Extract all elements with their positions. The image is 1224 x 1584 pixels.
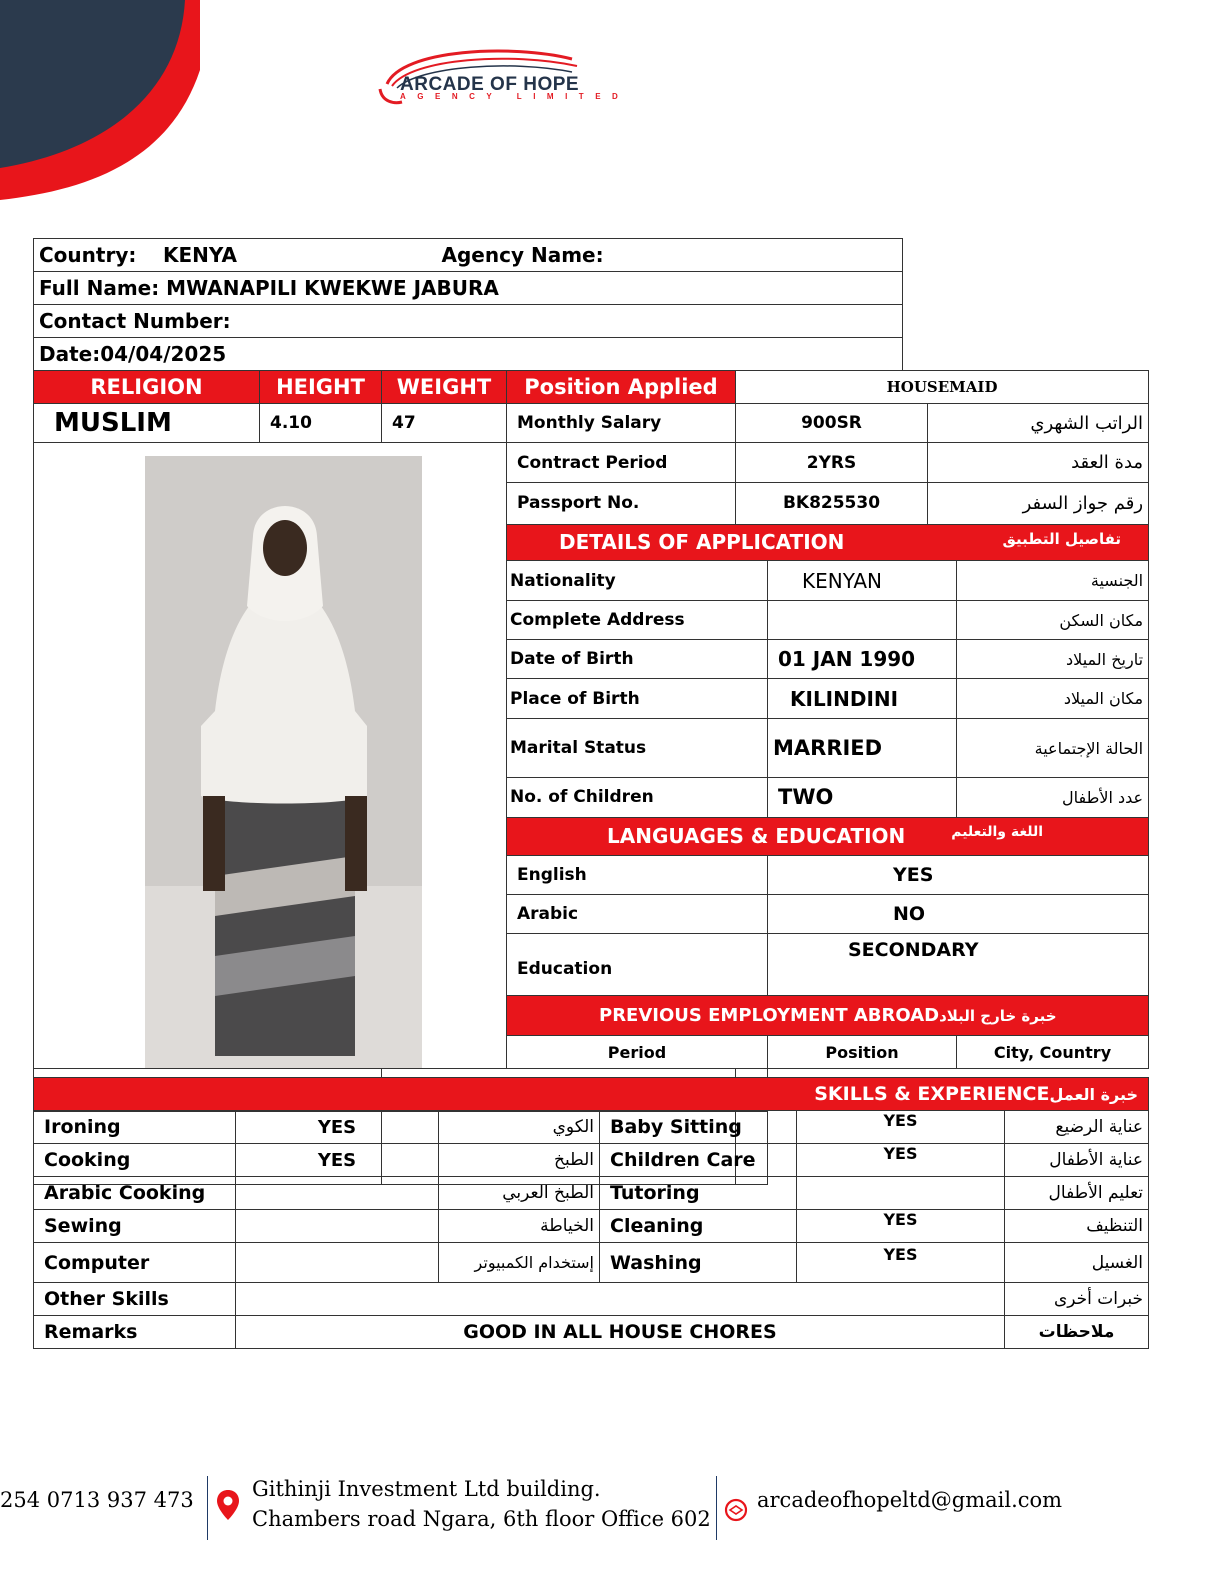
country-label: Country:: [39, 243, 137, 267]
country-row: [34, 239, 903, 272]
religion-header: RELIGION: [34, 371, 260, 404]
contract-value: 900SR: [736, 404, 928, 443]
employment-col-period: Period: [507, 1036, 768, 1069]
details-arabic: الجنسية: [957, 561, 1149, 601]
header-table: [33, 238, 903, 371]
skill-label: Children Care: [600, 1144, 797, 1177]
weight-value: 47: [382, 404, 507, 443]
skill-label: Baby Sitting: [600, 1111, 797, 1144]
photo-cell: [34, 443, 507, 1069]
skills-section-header: [34, 1078, 1149, 1111]
footer-address-line1: Githinji Investment Ltd building.: [252, 1477, 601, 1501]
agency-name-label: Agency Name:: [437, 239, 737, 272]
applicant-photo: [145, 456, 422, 1068]
skills-table: [33, 1077, 1149, 1349]
details-value: KILINDINI: [768, 679, 957, 719]
skill-arabic: الكوي: [439, 1111, 600, 1144]
details-value: [768, 601, 957, 640]
details-section-header: [507, 524, 1149, 561]
skill-value: [797, 1177, 1005, 1210]
skills-title: SKILLS & EXPERIENCE: [814, 1083, 1050, 1105]
skill-arabic: عناية الرضيع: [1005, 1111, 1149, 1144]
skill-value: YES: [797, 1210, 1005, 1243]
skill-arabic: الطبخ العربي: [439, 1177, 600, 1210]
logo-subtitle: AGENCY LIMITED: [400, 92, 630, 101]
languages-section-header: [507, 818, 1149, 856]
details-label: Complete Address: [507, 601, 768, 640]
details-value: TWO: [768, 777, 957, 817]
details-label: Nationality: [507, 561, 768, 601]
remarks-label: Remarks: [34, 1316, 236, 1349]
education-label: Education: [507, 933, 768, 995]
skills-title-arabic: خبرة العمل: [1049, 1085, 1139, 1104]
skill-arabic: تعليم الأطفال: [1005, 1177, 1149, 1210]
weight-header: WEIGHT: [382, 371, 507, 404]
contract-arabic: مدة العقد: [928, 443, 1149, 483]
corner-decoration: [0, 0, 200, 200]
contract-arabic: رقم جواز السفر: [928, 483, 1149, 524]
contract-value: BK825530: [736, 483, 928, 524]
religion-value: MUSLIM: [34, 404, 260, 443]
contract-value: 2YRS: [736, 443, 928, 483]
skill-label: Ironing: [34, 1111, 236, 1144]
full-name: Full Name: MWANAPILI KWEKWE JABURA: [34, 272, 903, 305]
details-title-arabic: تفاصيل التطبيق: [1002, 530, 1122, 549]
skill-value: [236, 1243, 439, 1283]
details-label: Date of Birth: [507, 640, 768, 679]
details-label: Place of Birth: [507, 679, 768, 719]
language-value: NO: [768, 894, 1149, 933]
languages-title: LANGUAGES & EDUCATION: [607, 824, 906, 849]
skill-arabic: إستخدام الكمبيوتر: [439, 1243, 600, 1283]
applicant-details-table: [33, 370, 1149, 1185]
skill-label: Sewing: [34, 1210, 236, 1243]
language-label: Arabic: [507, 894, 768, 933]
agency-logo: [372, 44, 642, 114]
skill-value: [236, 1177, 439, 1210]
skill-label: Computer: [34, 1243, 236, 1283]
details-value: KENYAN: [768, 561, 957, 601]
email-icon: [724, 1498, 748, 1522]
footer-address-line2: Chambers road Ngara, 6th floor Office 602: [252, 1507, 711, 1531]
other-skills-value: [236, 1283, 1005, 1316]
remarks-value: GOOD IN ALL HOUSE CHORES: [236, 1316, 1005, 1349]
employment-col-city: City, Country: [957, 1036, 1149, 1069]
agency-name-value: [737, 239, 903, 272]
skill-label: Arabic Cooking: [34, 1177, 236, 1210]
position-applied-value: HOUSEMAID: [736, 371, 1149, 404]
languages-title-arabic: اللغة والتعليم: [951, 824, 1044, 841]
other-skills-label: Other Skills: [34, 1283, 236, 1316]
contract-arabic: الراتب الشهري: [928, 404, 1149, 443]
details-label: Marital Status: [507, 719, 768, 777]
country-value: KENYA: [163, 243, 237, 267]
details-arabic: الحالة الإجتماعية: [957, 719, 1149, 777]
skill-arabic: الغسيل: [1005, 1243, 1149, 1283]
skill-label: Cleaning: [600, 1210, 797, 1243]
skill-value: YES: [236, 1111, 439, 1144]
height-value: 4.10: [260, 404, 382, 443]
employment-title: PREVIOUS EMPLOYMENT ABROAD: [599, 1004, 940, 1026]
skill-value: [236, 1210, 439, 1243]
footer-email[interactable]: arcadeofhopeltd@gmail.com: [757, 1488, 1063, 1512]
footer-phone: 254 0713 937 473: [0, 1488, 194, 1512]
skill-value: YES: [797, 1243, 1005, 1283]
language-label: English: [507, 855, 768, 894]
skill-value: YES: [797, 1144, 1005, 1177]
details-arabic: تاريخ الميلاد: [957, 640, 1149, 679]
footer-divider: [207, 1476, 208, 1540]
contract-label: Contract Period: [507, 443, 736, 483]
skill-value: YES: [236, 1144, 439, 1177]
contract-label: Monthly Salary: [507, 404, 736, 443]
skill-arabic: الخياطة: [439, 1210, 600, 1243]
skill-arabic: التنظيف: [1005, 1210, 1149, 1243]
footer-address: [252, 1474, 711, 1534]
skill-arabic: عناية الأطفال: [1005, 1144, 1149, 1177]
employment-title-arabic: خبرة خارج البلاد: [939, 1006, 1057, 1025]
position-applied-header: Position Applied: [507, 371, 736, 404]
height-header: HEIGHT: [260, 371, 382, 404]
other-skills-arabic: خبرات أخرى: [1005, 1283, 1149, 1316]
skill-arabic: الطبخ: [439, 1144, 600, 1177]
logo-name: ARCADE OF HOPE: [400, 74, 580, 95]
details-arabic: مكان الميلاد: [957, 679, 1149, 719]
skill-label: Tutoring: [600, 1177, 797, 1210]
footer: [0, 1468, 1224, 1548]
remarks-arabic: ملاحظات: [1005, 1316, 1149, 1349]
details-arabic: عدد الأطفال: [957, 777, 1149, 817]
details-title: DETAILS OF APPLICATION: [559, 530, 845, 555]
skill-label: Washing: [600, 1243, 797, 1283]
education-value: SECONDARY: [768, 933, 1149, 995]
footer-divider: [716, 1476, 717, 1540]
details-arabic: مكان السكن: [957, 601, 1149, 640]
language-value: YES: [768, 855, 1149, 894]
location-pin-icon: [215, 1488, 241, 1524]
details-label: No. of Children: [507, 777, 768, 817]
details-value: 01 JAN 1990: [768, 640, 957, 679]
contact-number-label: Contact Number:: [34, 305, 903, 338]
employment-section-header: [507, 995, 1149, 1035]
contract-label: Passport No.: [507, 483, 736, 524]
employment-col-position: Position: [768, 1036, 957, 1069]
skill-value: YES: [797, 1111, 1005, 1144]
date: Date:04/04/2025: [34, 338, 903, 371]
details-value: MARRIED: [768, 719, 957, 777]
skill-label: Cooking: [34, 1144, 236, 1177]
country-cell: [34, 239, 437, 272]
